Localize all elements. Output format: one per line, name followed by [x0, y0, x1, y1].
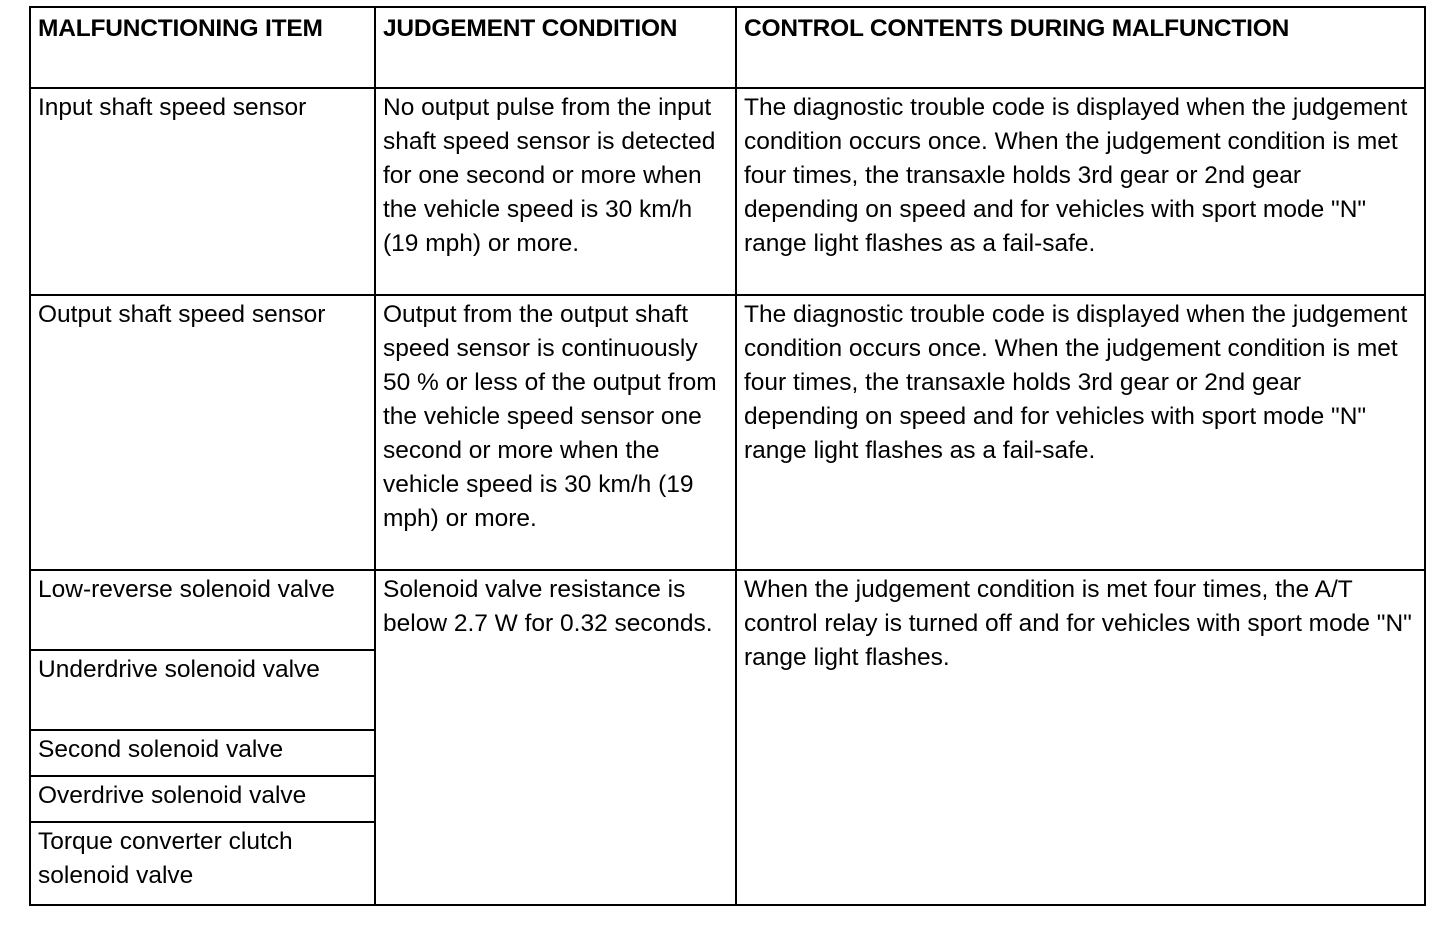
judgement-cell: No output pulse from the input shaft speed sensor is detected for one second or more when the vehicle speed is 30 km/h (19 mph) or more. [375, 88, 736, 295]
solenoid-item: Overdrive solenoid valve [31, 777, 374, 823]
solenoid-item: Underdrive solenoid valve [31, 651, 374, 731]
solenoid-item: Low-reverse solenoid valve [31, 571, 374, 651]
solenoid-item: Second solenoid valve [31, 731, 374, 777]
header-judgement-condition: JUDGEMENT CONDITION [375, 7, 736, 88]
header-row [30, 7, 1425, 88]
solenoid-group-row [30, 570, 1425, 905]
item-cell: Output shaft speed sensor [30, 295, 375, 570]
table-row [30, 88, 1425, 295]
table-row [30, 295, 1425, 570]
solenoid-items-cell [30, 570, 375, 905]
control-cell: The diagnostic trouble code is displayed when the judgement condition occurs once. When the judgement condition is met four times, the transaxle holds 3rd gear or 2nd gear depending on speed and for vehicles with sport mode "N" range light flashes as a fail-safe. [736, 88, 1425, 295]
judgement-cell: Output from the output shaft speed sensor is continuously 50 % or less of the output from the vehicle speed sensor one second or more when the vehicle speed is 30 km/h (19 mph) or more. [375, 295, 736, 570]
header-malfunctioning-item: MALFUNCTIONING ITEM [30, 7, 375, 88]
malfunction-table [29, 6, 1426, 906]
solenoid-item: Torque converter clutch solenoid valve [38, 828, 293, 889]
item-cell: Input shaft speed sensor [30, 88, 375, 295]
control-cell: The diagnostic trouble code is displayed when the judgement condition occurs once. When the judgement condition is met four times, the transaxle holds 3rd gear or 2nd gear depending on speed and for vehicles with sport mode "N" range light flashes as a fail-safe. [736, 295, 1425, 570]
judgement-cell: Solenoid valve resistance is below 2.7 W for 0.32 seconds. [375, 570, 736, 905]
control-cell: When the judgement condition is met four times, the A/T control relay is turned off and for vehicles with sport mode "N" range light flashes. [736, 570, 1425, 905]
header-control-contents: CONTROL CONTENTS DURING MALFUNCTION [736, 7, 1425, 88]
